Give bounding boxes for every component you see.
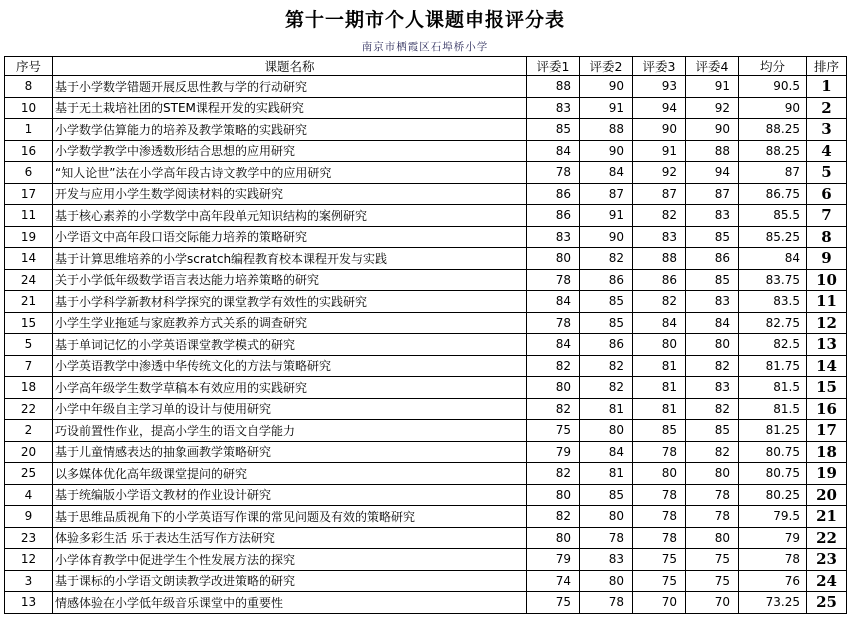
cell-judge-4: 82 — [686, 441, 739, 463]
cell-judge-1: 85 — [527, 119, 580, 141]
cell-average: 81.75 — [739, 355, 807, 377]
cell-judge-4: 90 — [686, 119, 739, 141]
cell-seq: 23 — [5, 527, 53, 549]
header-judge-2: 评委2 — [580, 57, 633, 76]
cell-topic: 基于单词记忆的小学英语课堂教学模式的研究 — [53, 334, 527, 356]
sheet-title: 第十一期市个人课题申报评分表 — [284, 8, 565, 31]
header-seq: 序号 — [5, 57, 53, 76]
cell-rank: 18 — [807, 441, 847, 463]
cell-seq: 13 — [5, 592, 53, 614]
cell-topic: 以多媒体优化高年级课堂提问的研究 — [53, 463, 527, 485]
cell-average: 73.25 — [739, 592, 807, 614]
cell-judge-1: 86 — [527, 183, 580, 205]
cell-average: 79 — [739, 527, 807, 549]
cell-seq: 1 — [5, 119, 53, 141]
cell-average: 84 — [739, 248, 807, 270]
cell-average: 82.75 — [739, 312, 807, 334]
cell-judge-1: 78 — [527, 312, 580, 334]
table-row — [5, 377, 847, 399]
cell-average: 79.5 — [739, 506, 807, 528]
cell-judge-3: 81 — [633, 355, 686, 377]
cell-judge-4: 91 — [686, 76, 739, 98]
cell-judge-3: 82 — [633, 205, 686, 227]
cell-judge-3: 70 — [633, 592, 686, 614]
cell-judge-1: 84 — [527, 291, 580, 313]
cell-seq: 25 — [5, 463, 53, 485]
cell-topic: 基于核心素养的小学数学中高年段单元知识结构的案例研究 — [53, 205, 527, 227]
cell-judge-2: 86 — [580, 334, 633, 356]
cell-topic: 小学语文中高年段口语交际能力培养的策略研究 — [53, 226, 527, 248]
cell-topic: 基于小学科学新教材科学探究的课堂教学有效性的实践研究 — [53, 291, 527, 313]
cell-judge-3: 93 — [633, 76, 686, 98]
cell-judge-1: 74 — [527, 570, 580, 592]
cell-judge-2: 85 — [580, 291, 633, 313]
cell-average: 80.25 — [739, 484, 807, 506]
table-row — [5, 549, 847, 571]
table-row — [5, 269, 847, 291]
cell-judge-4: 75 — [686, 549, 739, 571]
cell-judge-3: 81 — [633, 398, 686, 420]
cell-judge-1: 82 — [527, 398, 580, 420]
cell-judge-3: 85 — [633, 420, 686, 442]
cell-judge-1: 79 — [527, 549, 580, 571]
cell-topic: 基于统编版小学语文教材的作业设计研究 — [53, 484, 527, 506]
cell-seq: 10 — [5, 97, 53, 119]
cell-seq: 5 — [5, 334, 53, 356]
cell-topic: 小学体育教学中促进学生个性发展方法的探究 — [53, 549, 527, 571]
cell-judge-3: 92 — [633, 162, 686, 184]
cell-average: 82.5 — [739, 334, 807, 356]
cell-judge-2: 80 — [580, 506, 633, 528]
cell-average: 81.25 — [739, 420, 807, 442]
cell-seq: 8 — [5, 76, 53, 98]
table-row — [5, 312, 847, 334]
cell-judge-2: 90 — [580, 76, 633, 98]
cell-average: 88.25 — [739, 140, 807, 162]
cell-judge-4: 86 — [686, 248, 739, 270]
table-row — [5, 162, 847, 184]
cell-average: 80.75 — [739, 463, 807, 485]
cell-average: 86.75 — [739, 183, 807, 205]
cell-judge-3: 87 — [633, 183, 686, 205]
cell-rank: 16 — [807, 398, 847, 420]
table-row — [5, 76, 847, 98]
cell-judge-2: 91 — [580, 97, 633, 119]
cell-topic: 基于儿童情感表达的抽象画教学策略研究 — [53, 441, 527, 463]
cell-rank: 10 — [807, 269, 847, 291]
cell-judge-4: 80 — [686, 463, 739, 485]
table-row — [5, 226, 847, 248]
cell-rank: 19 — [807, 463, 847, 485]
cell-seq: 14 — [5, 248, 53, 270]
cell-judge-4: 85 — [686, 226, 739, 248]
cell-rank: 3 — [807, 119, 847, 141]
cell-judge-1: 84 — [527, 334, 580, 356]
cell-topic: 关于小学低年级数学语言表达能力培养策略的研究 — [53, 269, 527, 291]
cell-topic: 基于课标的小学语文朗读教学改进策略的研究 — [53, 570, 527, 592]
cell-judge-4: 85 — [686, 269, 739, 291]
cell-judge-4: 83 — [686, 291, 739, 313]
table-row — [5, 441, 847, 463]
cell-judge-2: 91 — [580, 205, 633, 227]
cell-judge-1: 82 — [527, 463, 580, 485]
cell-average: 90 — [739, 97, 807, 119]
cell-seq: 17 — [5, 183, 53, 205]
cell-judge-2: 78 — [580, 592, 633, 614]
cell-rank: 23 — [807, 549, 847, 571]
cell-judge-2: 81 — [580, 463, 633, 485]
cell-judge-1: 75 — [527, 592, 580, 614]
cell-rank: 20 — [807, 484, 847, 506]
cell-average: 78 — [739, 549, 807, 571]
cell-judge-3: 75 — [633, 570, 686, 592]
header-rank: 排序 — [807, 57, 847, 76]
cell-judge-4: 85 — [686, 420, 739, 442]
cell-topic: 小学数学估算能力的培养及教学策略的实践研究 — [53, 119, 527, 141]
cell-rank: 6 — [807, 183, 847, 205]
cell-judge-2: 83 — [580, 549, 633, 571]
cell-judge-3: 78 — [633, 506, 686, 528]
cell-rank: 5 — [807, 162, 847, 184]
table-row — [5, 140, 847, 162]
cell-judge-4: 83 — [686, 205, 739, 227]
cell-rank: 1 — [807, 76, 847, 98]
table-row — [5, 97, 847, 119]
cell-judge-3: 82 — [633, 291, 686, 313]
cell-judge-3: 94 — [633, 97, 686, 119]
header-judge-1: 评委1 — [527, 57, 580, 76]
cell-average: 80.75 — [739, 441, 807, 463]
cell-seq: 18 — [5, 377, 53, 399]
table-row — [5, 248, 847, 270]
cell-seq: 4 — [5, 484, 53, 506]
cell-topic: 巧设前置性作业，提高小学生的语文自学能力 — [53, 420, 527, 442]
cell-judge-2: 78 — [580, 527, 633, 549]
cell-average: 85.25 — [739, 226, 807, 248]
table-row — [5, 420, 847, 442]
cell-average: 90.5 — [739, 76, 807, 98]
cell-rank: 14 — [807, 355, 847, 377]
cell-judge-4: 78 — [686, 506, 739, 528]
cell-topic: 基于无土栽培社团的STEM课程开发的实践研究 — [53, 97, 527, 119]
cell-judge-2: 82 — [580, 248, 633, 270]
table-row — [5, 119, 847, 141]
cell-judge-2: 85 — [580, 312, 633, 334]
cell-topic: 小学中年级自主学习单的设计与使用研究 — [53, 398, 527, 420]
cell-judge-3: 80 — [633, 463, 686, 485]
cell-rank: 24 — [807, 570, 847, 592]
score-table-container — [4, 56, 846, 614]
cell-judge-2: 84 — [580, 441, 633, 463]
cell-rank: 4 — [807, 140, 847, 162]
cell-rank: 7 — [807, 205, 847, 227]
cell-judge-1: 82 — [527, 506, 580, 528]
cell-average: 85.5 — [739, 205, 807, 227]
cell-seq: 16 — [5, 140, 53, 162]
cell-seq: 15 — [5, 312, 53, 334]
cell-seq: 9 — [5, 506, 53, 528]
cell-seq: 7 — [5, 355, 53, 377]
table-row — [5, 527, 847, 549]
table-row — [5, 570, 847, 592]
cell-judge-3: 78 — [633, 441, 686, 463]
cell-judge-2: 84 — [580, 162, 633, 184]
cell-judge-2: 87 — [580, 183, 633, 205]
cell-judge-3: 84 — [633, 312, 686, 334]
cell-topic: “知人论世”法在小学高年段古诗文教学中的应用研究 — [53, 162, 527, 184]
table-row — [5, 183, 847, 205]
table-row — [5, 334, 847, 356]
cell-average: 81.5 — [739, 398, 807, 420]
cell-rank: 11 — [807, 291, 847, 313]
cell-rank: 2 — [807, 97, 847, 119]
cell-judge-4: 82 — [686, 355, 739, 377]
table-row — [5, 205, 847, 227]
cell-judge-4: 80 — [686, 527, 739, 549]
cell-seq: 22 — [5, 398, 53, 420]
table-row — [5, 592, 847, 614]
cell-seq: 12 — [5, 549, 53, 571]
cell-judge-1: 80 — [527, 248, 580, 270]
cell-rank: 9 — [807, 248, 847, 270]
cell-judge-3: 91 — [633, 140, 686, 162]
cell-judge-1: 86 — [527, 205, 580, 227]
cell-judge-3: 78 — [633, 484, 686, 506]
cell-seq: 6 — [5, 162, 53, 184]
cell-judge-2: 81 — [580, 398, 633, 420]
cell-rank: 22 — [807, 527, 847, 549]
cell-average: 87 — [739, 162, 807, 184]
cell-judge-2: 86 — [580, 269, 633, 291]
cell-topic: 小学生学业拖延与家庭教养方式关系的调查研究 — [53, 312, 527, 334]
cell-judge-2: 88 — [580, 119, 633, 141]
cell-judge-3: 75 — [633, 549, 686, 571]
cell-judge-4: 70 — [686, 592, 739, 614]
cell-judge-4: 87 — [686, 183, 739, 205]
cell-average: 76 — [739, 570, 807, 592]
cell-seq: 11 — [5, 205, 53, 227]
cell-judge-2: 80 — [580, 570, 633, 592]
header-average: 均分 — [739, 57, 807, 76]
cell-judge-1: 78 — [527, 162, 580, 184]
cell-seq: 19 — [5, 226, 53, 248]
cell-rank: 15 — [807, 377, 847, 399]
table-row — [5, 463, 847, 485]
cell-seq: 2 — [5, 420, 53, 442]
cell-judge-3: 90 — [633, 119, 686, 141]
table-row — [5, 506, 847, 528]
cell-seq: 24 — [5, 269, 53, 291]
cell-average: 83.5 — [739, 291, 807, 313]
cell-judge-3: 78 — [633, 527, 686, 549]
header-judge-3: 评委3 — [633, 57, 686, 76]
cell-rank: 13 — [807, 334, 847, 356]
cell-topic: 体验多彩生活 乐于表达生活写作方法研究 — [53, 527, 527, 549]
cell-judge-1: 88 — [527, 76, 580, 98]
cell-topic: 基于思维品质视角下的小学英语写作课的常见问题及有效的策略研究 — [53, 506, 527, 528]
cell-topic: 基于小学数学错题开展反思性教与学的行动研究 — [53, 76, 527, 98]
cell-average: 81.5 — [739, 377, 807, 399]
table-row — [5, 398, 847, 420]
cell-rank: 21 — [807, 506, 847, 528]
header-judge-4: 评委4 — [686, 57, 739, 76]
cell-judge-2: 90 — [580, 140, 633, 162]
school-name: 南京市栖霞区石埠桥小学 — [361, 40, 489, 53]
cell-rank: 17 — [807, 420, 847, 442]
cell-judge-1: 80 — [527, 377, 580, 399]
cell-judge-4: 88 — [686, 140, 739, 162]
cell-judge-4: 94 — [686, 162, 739, 184]
table-row — [5, 291, 847, 313]
cell-judge-1: 80 — [527, 484, 580, 506]
cell-rank: 8 — [807, 226, 847, 248]
cell-judge-1: 78 — [527, 269, 580, 291]
cell-judge-4: 84 — [686, 312, 739, 334]
cell-judge-3: 81 — [633, 377, 686, 399]
cell-judge-2: 82 — [580, 355, 633, 377]
cell-judge-1: 75 — [527, 420, 580, 442]
table-row — [5, 355, 847, 377]
cell-topic: 小学英语教学中渗透中华传统文化的方法与策略研究 — [53, 355, 527, 377]
cell-judge-4: 82 — [686, 398, 739, 420]
table-row — [5, 484, 847, 506]
score-table — [4, 56, 847, 614]
cell-judge-3: 80 — [633, 334, 686, 356]
cell-judge-1: 83 — [527, 97, 580, 119]
cell-judge-2: 85 — [580, 484, 633, 506]
cell-topic: 小学高年级学生数学草稿本有效应用的实践研究 — [53, 377, 527, 399]
header-row — [5, 57, 847, 76]
cell-average: 88.25 — [739, 119, 807, 141]
cell-seq: 21 — [5, 291, 53, 313]
cell-judge-2: 82 — [580, 377, 633, 399]
cell-judge-3: 88 — [633, 248, 686, 270]
cell-topic: 开发与应用小学生数学阅读材料的实践研究 — [53, 183, 527, 205]
cell-judge-4: 92 — [686, 97, 739, 119]
cell-judge-4: 83 — [686, 377, 739, 399]
cell-judge-4: 80 — [686, 334, 739, 356]
cell-judge-1: 80 — [527, 527, 580, 549]
cell-judge-3: 83 — [633, 226, 686, 248]
cell-topic: 情感体验在小学低年级音乐课堂中的重要性 — [53, 592, 527, 614]
cell-judge-4: 75 — [686, 570, 739, 592]
cell-seq: 3 — [5, 570, 53, 592]
cell-judge-1: 79 — [527, 441, 580, 463]
cell-judge-2: 80 — [580, 420, 633, 442]
cell-judge-1: 82 — [527, 355, 580, 377]
cell-judge-4: 78 — [686, 484, 739, 506]
cell-seq: 20 — [5, 441, 53, 463]
cell-rank: 12 — [807, 312, 847, 334]
cell-judge-2: 90 — [580, 226, 633, 248]
cell-topic: 小学数学教学中渗透数形结合思想的应用研究 — [53, 140, 527, 162]
header-topic: 课题名称 — [53, 57, 527, 76]
cell-judge-1: 83 — [527, 226, 580, 248]
cell-judge-3: 86 — [633, 269, 686, 291]
cell-average: 83.75 — [739, 269, 807, 291]
cell-rank: 25 — [807, 592, 847, 614]
cell-topic: 基于计算思维培养的小学scratch编程教育校本课程开发与实践 — [53, 248, 527, 270]
cell-judge-1: 84 — [527, 140, 580, 162]
